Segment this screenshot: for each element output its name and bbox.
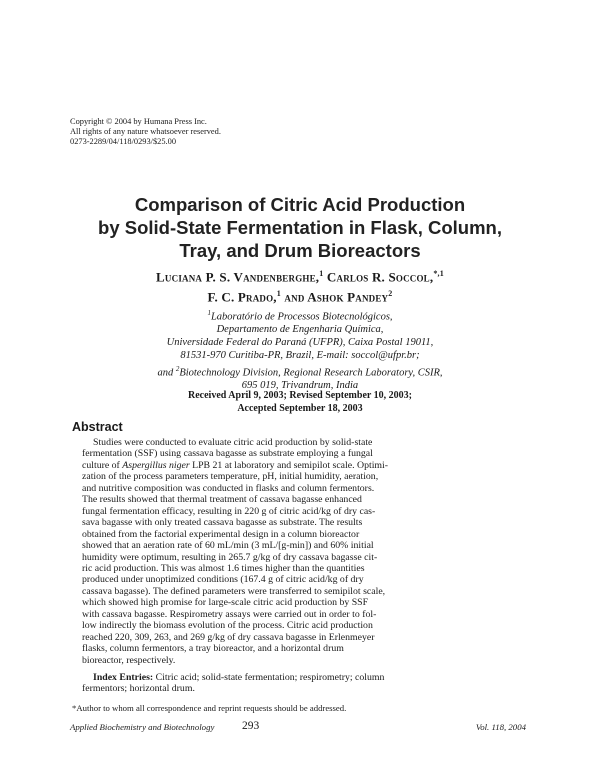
title-line-2: by Solid-State Fermentation in Flask, Column, xyxy=(98,217,502,238)
abstract-line: sava bagasse with only treated cassava bagasse as substrate. The results xyxy=(82,517,363,529)
abstract-heading: Abstract xyxy=(72,420,123,434)
affil-mark: 2 xyxy=(175,364,180,373)
rights-line: All rights of any nature whatsoever reserved. xyxy=(70,127,221,136)
keywords-text: Citric acid; solid-state fermentation; respirometry; column xyxy=(153,672,385,683)
submission-dates xyxy=(60,390,540,415)
received-revised-dates: Received April 9, 2003; Revised September 10, 2003; xyxy=(188,390,412,401)
affiliation-line: Departamento de Engenharia Química, xyxy=(216,324,384,336)
species-name: Aspergillus niger xyxy=(122,459,190,471)
abstract-line: low indirectly the biomass evolution of the process. Citric acid production xyxy=(82,620,373,632)
affiliation-line: 81531-970 Curitiba-PR, Brazil, E-mail: soccol@ufpr.br; xyxy=(180,349,420,361)
abstract-line: The results showed that thermal treatment of cassava bagasse enhanced xyxy=(82,494,362,506)
author-vandenberghe: Luciana P. S. Vandenberghe, xyxy=(156,269,320,285)
paper-title xyxy=(60,193,540,262)
abstract-body xyxy=(82,437,532,666)
abstract-line: bioreactor, respectively. xyxy=(82,654,176,666)
affil-text: Laboratório de Processos Biotecnológicos, xyxy=(210,311,393,323)
abstract-line: cassava bagasse). The defined parameters were transferred to semipilot scale, xyxy=(82,585,386,597)
abstract-line: humidity were optimum, resulting in 265.7 g/kg of dry cassava bagasse cit- xyxy=(82,551,378,563)
copyright-notice xyxy=(70,117,221,147)
affiliation-line xyxy=(60,307,540,324)
affil-mark: 1 xyxy=(207,309,211,317)
author-and: and xyxy=(284,289,305,305)
volume-year: Vol. 118, 2004 xyxy=(475,722,526,732)
copyright-line: Copyright © 2004 by Humana Press Inc. xyxy=(70,117,207,126)
title-line-1: Comparison of Citric Acid Production xyxy=(134,194,466,215)
author-affil-mark: 2 xyxy=(388,289,393,299)
index-entries xyxy=(82,672,532,695)
abstract-line: zation of the process parameters temperature, pH, initial humidity, aeration, xyxy=(82,471,379,483)
affiliation-line: 695 019, Trivandrum, India xyxy=(241,379,359,391)
author-affil-mark: *,1 xyxy=(433,269,444,278)
author-line-2 xyxy=(60,285,540,305)
author-affil-mark: 1 xyxy=(276,289,281,299)
author-affil-mark: 1 xyxy=(319,269,324,278)
abstract-line: ric acid production. This was almost 1.6 times higher than the quantities xyxy=(82,562,365,574)
abstract-text: culture of xyxy=(82,459,123,471)
abstract-line: with cassava bagasse. Respirometry assays were carried out in order to fol- xyxy=(82,608,377,620)
abstract-line: fermentation (SSF) using cassava bagasse as substrate employing a fungal xyxy=(82,448,373,460)
abstract-line xyxy=(82,460,532,471)
abstract-line: showed that an aeration rate of 60 mL/min (3 mL/[g-min]) and 60% initial xyxy=(82,540,374,552)
abstract-line: Studies were conducted to evaluate citric acid production by solid-state xyxy=(93,437,373,448)
title-line-3: Tray, and Drum Bioreactors xyxy=(179,240,421,261)
keywords-label: Index Entries: xyxy=(93,672,154,683)
abstract-line: produced under unoptimized conditions (167.4 g of citric acid/kg of dry xyxy=(82,574,364,586)
affiliation-line xyxy=(60,363,540,380)
page-number: 293 xyxy=(242,720,260,732)
abstract-line: and nutritive composition was conducted in flasks and column fermentors. xyxy=(82,482,375,494)
author-soccol: Carlos R. Soccol, xyxy=(326,269,434,285)
author-pandey: Ashok Pandey xyxy=(307,289,389,305)
keywords-line: fermentors; horizontal drum. xyxy=(82,683,195,695)
abstract-line: which showed high promise for large-scale citric acid production by SSF xyxy=(82,597,369,609)
affiliations xyxy=(60,307,540,393)
abstract-text: LPB 21 at laboratory and semipilot scale. Optimi- xyxy=(189,459,389,471)
affiliation-line: Universidade Federal do Paraná (UFPR), Caixa Postal 19011, xyxy=(166,337,434,349)
author-prado: F. C. Prado, xyxy=(207,289,277,305)
keywords-line xyxy=(82,672,532,683)
abstract-line: obtained from the factorial experimental design in a column bioreactor xyxy=(82,528,360,540)
issn-line: 0273-2289/04/118/0293/$25.00 xyxy=(70,137,177,146)
abstract-line: flasks, column fermentors, a tray bioreactor, and a horizontal drum xyxy=(82,643,344,655)
affil-and: and xyxy=(157,367,174,379)
author-list xyxy=(60,265,540,306)
journal-name: Applied Biochemistry and Biotechnology xyxy=(70,722,215,732)
accepted-date: Accepted September 18, 2003 xyxy=(237,402,363,414)
abstract-line: reached 220, 309, 263, and 269 g/kg of dry cassava bagasse in Erlenmeyer xyxy=(82,631,375,643)
abstract-line: fungal fermentation efficacy, resulting in 220 g of citric acid/kg of dry cas- xyxy=(82,505,376,517)
author-line-1 xyxy=(60,265,540,285)
corresponding-author-footnote: *Author to whom all correspondence and reprint requests should be addressed. xyxy=(72,703,347,713)
affil-text: Biotechnology Division, Regional Research Laboratory, CSIR, xyxy=(179,367,443,379)
